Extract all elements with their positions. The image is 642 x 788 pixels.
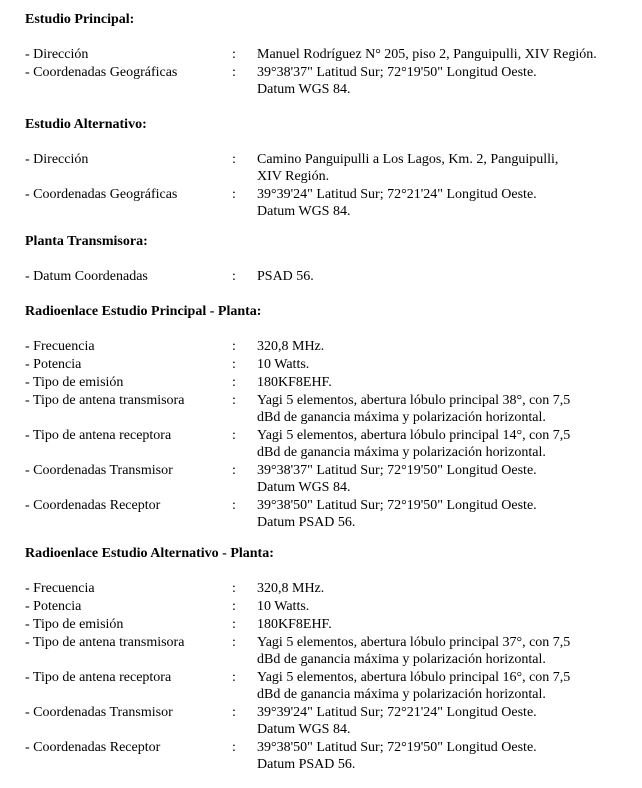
field-value (257, 580, 632, 597)
field-row (25, 151, 635, 185)
field-separator: : (232, 581, 236, 596)
field-row (25, 704, 635, 738)
field-value-line: Yagi 5 elementos, abertura lóbulo principal 16°, con 7,5 (257, 670, 571, 685)
section-planta-transmisora (25, 233, 635, 286)
field-value (257, 392, 632, 426)
field-value (257, 186, 632, 220)
field-value-line: dBd de ganancia máxima y polarización horizontal. (257, 445, 546, 460)
field-separator: : (232, 599, 236, 614)
field-row (25, 427, 635, 461)
field-value-line: 320,8 MHz. (257, 339, 325, 354)
field-value-line: dBd de ganancia máxima y polarización horizontal. (257, 687, 546, 702)
field-value-line: 39°39'24" Latitud Sur; 72°21'24" Longitud Oeste. (257, 705, 537, 720)
field-separator: : (232, 65, 236, 80)
section-radioenlace-principal (25, 303, 635, 532)
field-value-line: Camino Panguipulli a Los Lagos, Km. 2, Panguipulli, (257, 152, 559, 167)
field-value-line: PSAD 56. (257, 269, 314, 284)
field-separator: : (232, 357, 236, 372)
field-row (25, 462, 635, 496)
field-row (25, 374, 635, 391)
field-value (257, 598, 632, 615)
field-row (25, 580, 635, 597)
field-value-line: 39°38'37" Latitud Sur; 72°19'50" Longitud Oeste. (257, 65, 537, 80)
field-row (25, 268, 635, 285)
section-heading: Estudio Alternativo: (25, 117, 147, 132)
field-value-line: 39°39'24" Latitud Sur; 72°21'24" Longitud Oeste. (257, 187, 537, 202)
field-value-line: dBd de ganancia máxima y polarización horizontal. (257, 410, 546, 425)
field-value-line: Datum WGS 84. (257, 722, 351, 737)
field-value (257, 497, 632, 531)
field-separator: : (232, 187, 236, 202)
field-value-line: 39°38'50" Latitud Sur; 72°19'50" Longitud Oeste. (257, 498, 537, 513)
field-value (257, 338, 632, 355)
field-row (25, 64, 635, 98)
field-label: - Datum Coordenadas (25, 269, 148, 284)
field-value (257, 46, 632, 63)
field-row (25, 598, 635, 615)
field-label: - Dirección (25, 47, 89, 62)
field-label: - Potencia (25, 357, 82, 372)
section-heading: Planta Transmisora: (25, 234, 148, 249)
field-value-line: Yagi 5 elementos, abertura lóbulo principal 37°, con 7,5 (257, 635, 571, 650)
field-value (257, 64, 632, 98)
field-separator: : (232, 269, 236, 284)
field-value (257, 739, 632, 773)
field-value-line: 180KF8EHF. (257, 617, 332, 632)
field-value (257, 616, 632, 633)
field-separator: : (232, 617, 236, 632)
field-value-line: 320,8 MHz. (257, 581, 325, 596)
field-separator: : (232, 498, 236, 513)
field-separator: : (232, 670, 236, 685)
field-row (25, 739, 635, 773)
section-heading: Radioenlace Estudio Alternativo - Planta: (25, 546, 274, 561)
section-radioenlace-alternativo (25, 545, 635, 774)
field-separator: : (232, 339, 236, 354)
field-value (257, 462, 632, 496)
field-row (25, 392, 635, 426)
field-row (25, 46, 635, 63)
field-value-line: Datum PSAD 56. (257, 757, 356, 772)
field-label: - Tipo de antena transmisora (25, 635, 185, 650)
field-separator: : (232, 740, 236, 755)
field-label: - Dirección (25, 152, 89, 167)
field-value (257, 356, 632, 373)
field-separator: : (232, 375, 236, 390)
field-row (25, 616, 635, 633)
field-row (25, 634, 635, 668)
field-separator: : (232, 393, 236, 408)
field-row (25, 497, 635, 531)
field-value (257, 374, 632, 391)
field-label: - Frecuencia (25, 581, 95, 596)
section-heading: Radioenlace Estudio Principal - Planta: (25, 304, 262, 319)
field-value (257, 427, 632, 461)
field-row (25, 338, 635, 355)
field-label: - Coordenadas Receptor (25, 740, 161, 755)
field-separator: : (232, 47, 236, 62)
field-label: - Tipo de emisión (25, 617, 124, 632)
field-value-line: 39°38'37" Latitud Sur; 72°19'50" Longitud Oeste. (257, 463, 537, 478)
field-value-line: 10 Watts. (257, 357, 310, 372)
section-heading: Estudio Principal: (25, 12, 135, 27)
field-value-line: Yagi 5 elementos, abertura lóbulo principal 14°, con 7,5 (257, 428, 571, 443)
field-value-line: 39°38'50" Latitud Sur; 72°19'50" Longitud Oeste. (257, 740, 537, 755)
field-value-line: XIV Región. (257, 169, 330, 184)
field-label: - Coordenadas Transmisor (25, 705, 173, 720)
field-label: - Tipo de antena transmisora (25, 393, 185, 408)
section-estudio-principal (25, 11, 635, 99)
field-separator: : (232, 463, 236, 478)
field-label: - Coordenadas Geográficas (25, 65, 178, 80)
field-value-line: Datum WGS 84. (257, 480, 351, 495)
field-value-line: dBd de ganancia máxima y polarización horizontal. (257, 652, 546, 667)
field-value-line: 10 Watts. (257, 599, 310, 614)
field-value-line: Manuel Rodríguez N° 205, piso 2, Panguipulli, XIV Región. (257, 47, 597, 62)
field-separator: : (232, 428, 236, 443)
field-label: - Tipo de emisión (25, 375, 124, 390)
field-value-line: Datum WGS 84. (257, 204, 351, 219)
field-value (257, 634, 632, 668)
field-separator: : (232, 635, 236, 650)
field-label: - Coordenadas Transmisor (25, 463, 173, 478)
field-row (25, 186, 635, 220)
field-label: - Tipo de antena receptora (25, 670, 172, 685)
field-label: - Coordenadas Receptor (25, 498, 161, 513)
field-label: - Frecuencia (25, 339, 95, 354)
field-value-line: Datum PSAD 56. (257, 515, 356, 530)
field-separator: : (232, 152, 236, 167)
field-value-line: Yagi 5 elementos, abertura lóbulo principal 38°, con 7,5 (257, 393, 571, 408)
section-estudio-alternativo (25, 116, 635, 221)
field-separator: : (232, 705, 236, 720)
field-value (257, 669, 632, 703)
field-value (257, 704, 632, 738)
field-label: - Potencia (25, 599, 82, 614)
field-value-line: 180KF8EHF. (257, 375, 332, 390)
field-label: - Tipo de antena receptora (25, 428, 172, 443)
field-row (25, 669, 635, 703)
field-label: - Coordenadas Geográficas (25, 187, 178, 202)
field-value (257, 151, 632, 185)
field-value (257, 268, 632, 285)
field-value-line: Datum WGS 84. (257, 82, 351, 97)
field-row (25, 356, 635, 373)
